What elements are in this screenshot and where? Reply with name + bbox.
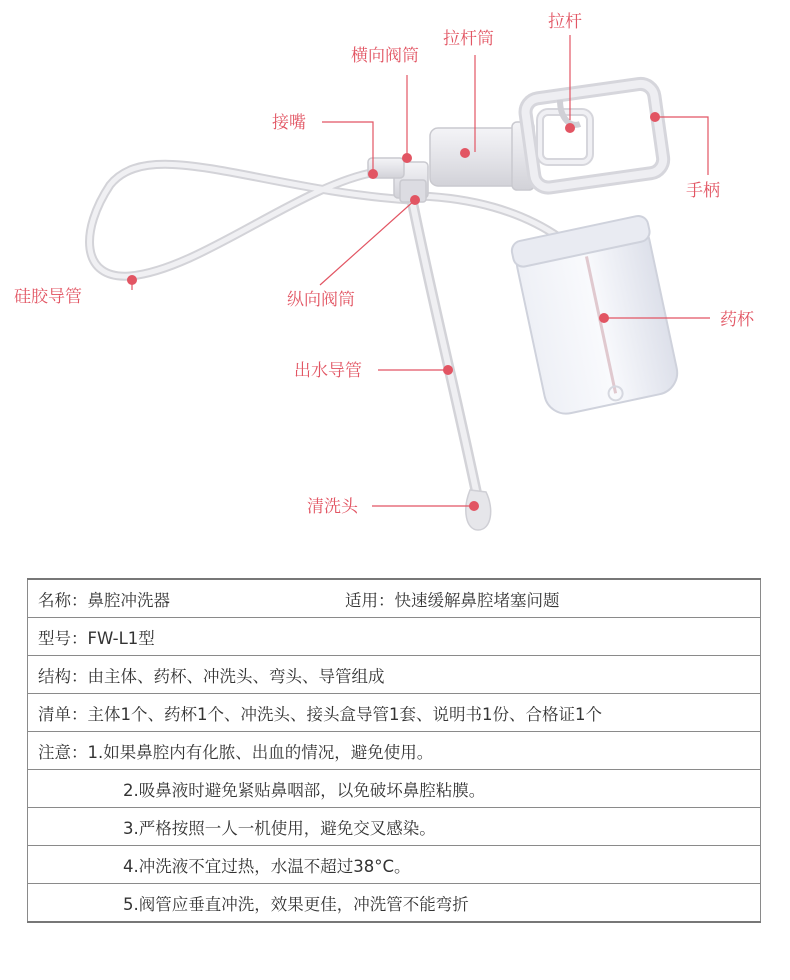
table-row	[28, 808, 761, 846]
spec-table	[27, 578, 761, 923]
cell-value: 1.如果鼻腔内有化脓、出血的情况，避免使用。	[87, 742, 434, 762]
label-yaobei: 药杯	[720, 310, 754, 330]
cell-key: 清单：	[38, 704, 88, 724]
table-cell	[28, 656, 761, 694]
cleaning-head	[466, 490, 491, 530]
cell-key: 注意：	[38, 742, 88, 762]
table-row	[28, 732, 761, 770]
table-cell	[28, 732, 761, 770]
cup-tube	[420, 196, 560, 238]
cell-value: 鼻腔冲洗器	[87, 590, 170, 610]
cell-value: 5.阀管应垂直冲洗，效果更佳，冲洗管不能弯折	[123, 894, 469, 914]
label-zongxiang-fatong: 纵向阀筒	[287, 290, 355, 310]
cell-value-2: 快速缓解鼻腔堵塞问题	[394, 590, 560, 610]
label-jiezui: 接嘴	[272, 113, 306, 133]
cell-key: 结构：	[38, 666, 88, 686]
table-row	[28, 884, 761, 923]
cell-key: 名称：	[38, 590, 88, 610]
table-cell	[28, 618, 761, 656]
table-cell	[28, 694, 761, 732]
table-cell	[28, 846, 761, 884]
silicone-tube	[90, 164, 410, 276]
handle	[524, 82, 665, 189]
cell-value: 3.严格按照一人一机使用，避免交叉感染。	[123, 818, 436, 838]
label-lagan-tong: 拉杆筒	[443, 29, 494, 49]
cell-value: FW-L1型	[87, 628, 155, 648]
label-guijiao-daoguan: 硅胶导管	[14, 287, 82, 307]
table-cell	[28, 808, 761, 846]
table-row	[28, 694, 761, 732]
device-body	[368, 122, 534, 202]
table-row	[28, 579, 761, 618]
label-shoubing: 手柄	[686, 181, 720, 201]
table-row	[28, 770, 761, 808]
cell-value: 由主体、药杯、冲洗头、弯头、导管组成	[87, 666, 385, 686]
label-chushui-daoguan: 出水导管	[294, 361, 362, 381]
cell-key: 型号：	[38, 628, 88, 648]
label-qingxi-tou: 清洗头	[307, 497, 358, 517]
table-cell	[28, 770, 761, 808]
cell-value: 4.冲洗液不宜过热，水温不超过38°C。	[123, 856, 411, 876]
table-row	[28, 846, 761, 884]
cell-value: 主体1个、药杯1个、冲洗头、接头盒导管1套、说明书1份、合格证1个	[87, 704, 602, 724]
table-cell	[28, 579, 761, 618]
table-cell	[28, 884, 761, 923]
label-hengxiang-fatong: 横向阀筒	[351, 46, 419, 66]
cell-right	[345, 587, 560, 611]
medicine-cup	[510, 214, 683, 418]
cell-value: 2.吸鼻液时避免紧贴鼻咽部，以免破坏鼻腔粘膜。	[123, 780, 486, 800]
table-row	[28, 618, 761, 656]
table-row	[28, 656, 761, 694]
outlet-tube	[412, 200, 478, 500]
pull-rod	[540, 100, 590, 162]
label-lagan: 拉杆	[548, 12, 582, 32]
cell-key-2: 适用：	[345, 590, 395, 610]
